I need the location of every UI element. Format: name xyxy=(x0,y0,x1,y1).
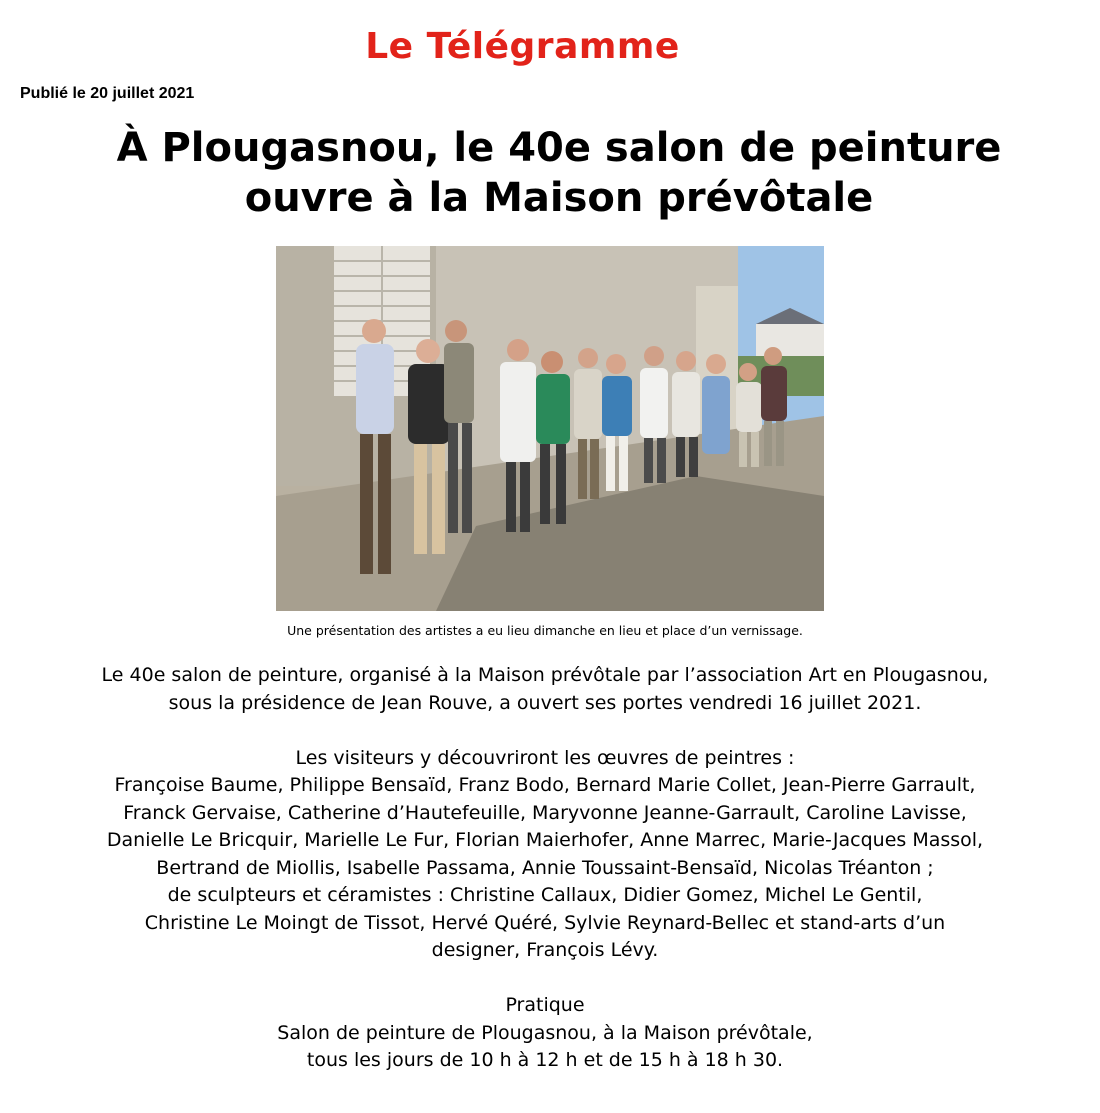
practical-line: tous les jours de 10 h à 12 h et de 15 h à 18 h 30. xyxy=(306,1049,784,1071)
artists-line: Franck Gervaise, Catherine d’Hautefeuille, Maryvonne Jeanne-Garrault, Caroline Lavisse, xyxy=(123,801,967,824)
artists-line: Les visiteurs y découvriront les œuvres de peintres : xyxy=(295,746,795,769)
intro-line: Le 40e salon de peinture, organisé à la Maison prévôtale par l’association Art en Plougasnou, xyxy=(101,664,989,686)
headline xyxy=(0,123,1100,223)
photo-caption: Une présentation des artistes a eu lieu dimanche en lieu et place d’un vernissage. xyxy=(287,623,803,638)
artists-line: Christine Le Moingt de Tissot, Hervé Quéré, Sylvie Reynard-Bellec et stand-arts d’un xyxy=(144,911,946,934)
headline-line: À Plougasnou, le 40e salon de peinture xyxy=(116,125,1002,171)
masthead-logo: Le Télégramme xyxy=(365,26,680,67)
publication-date: Publié le 20 juillet 2021 xyxy=(20,85,195,102)
intro-line: sous la présidence de Jean Rouve, a ouvert ses portes vendredi 16 juillet 2021. xyxy=(168,691,922,714)
practical-heading: Pratique xyxy=(505,994,585,1016)
artists-line: Françoise Baume, Philippe Bensaïd, Franz Bodo, Bernard Marie Collet, Jean-Pierre Garrault, xyxy=(114,774,976,796)
artists-line: de sculpteurs et céramistes : Christine Callaux, Didier Gomez, Michel Le Gentil, xyxy=(167,884,923,906)
headline-line: ouvre à la Maison prévôtale xyxy=(244,175,874,221)
artists-line: Danielle Le Bricquir, Marielle Le Fur, Florian Maierhofer, Anne Marrec, Marie-Jacques Massol, xyxy=(106,829,984,851)
practical-line: Salon de peinture de Plougasnou, à la Maison prévôtale, xyxy=(277,1021,813,1044)
artists-line: Bertrand de Miollis, Isabelle Passama, Annie Toussaint-Bensaïd, Nicolas Tréanton ; xyxy=(156,856,934,879)
article-photo xyxy=(276,246,824,611)
article-body xyxy=(0,662,1090,1075)
artists-line: designer, François Lévy. xyxy=(431,939,659,961)
